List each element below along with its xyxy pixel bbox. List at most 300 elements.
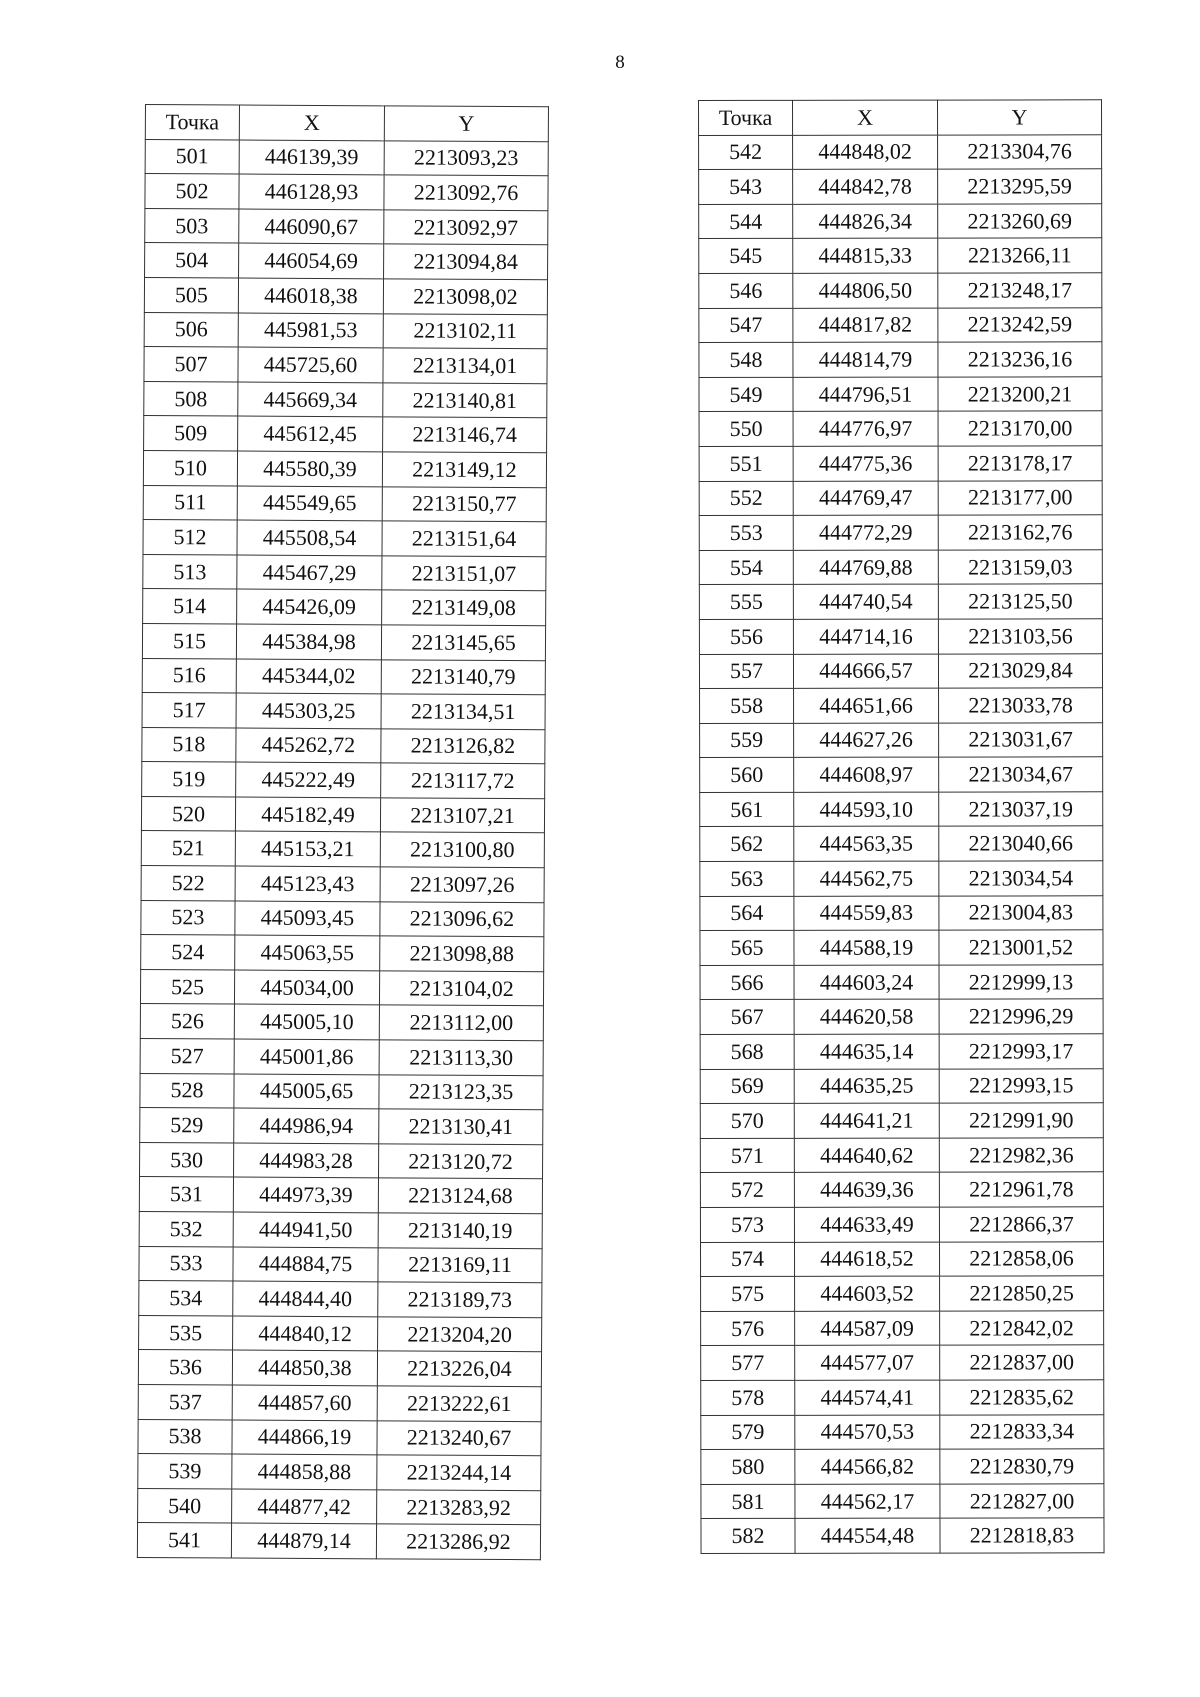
point-number-cell: 534 <box>139 1281 233 1316</box>
x-coordinate-cell: 444563,35 <box>794 827 939 862</box>
y-coordinate-cell: 2213093,23 <box>384 140 548 176</box>
table-row <box>144 347 547 384</box>
table-row <box>700 757 1103 792</box>
x-coordinate-cell: 445093,45 <box>235 901 380 936</box>
y-coordinate-cell: 2213266,11 <box>938 238 1102 273</box>
y-coordinate-cell: 2213097,26 <box>380 867 544 903</box>
table-row <box>140 1039 543 1076</box>
point-number-cell: 571 <box>700 1138 794 1173</box>
table-row <box>145 243 548 280</box>
y-coordinate-cell: 2213098,88 <box>380 936 544 972</box>
x-coordinate-cell: 444559,83 <box>794 896 939 931</box>
point-number-cell: 505 <box>144 277 238 312</box>
x-coordinate-cell: 444817,82 <box>793 308 938 343</box>
y-coordinate-cell: 2212837,00 <box>940 1345 1104 1380</box>
y-coordinate-cell: 2213151,64 <box>382 521 546 557</box>
y-coordinate-cell: 2213112,00 <box>379 1005 543 1041</box>
table-row <box>143 589 546 626</box>
x-coordinate-cell: 445153,21 <box>235 831 380 866</box>
point-number-cell: 576 <box>701 1311 795 1346</box>
point-number-cell: 582 <box>701 1519 795 1554</box>
y-coordinate-cell: 2213140,81 <box>383 383 547 419</box>
header-x: X <box>239 105 384 140</box>
y-coordinate-cell: 2212993,17 <box>939 1034 1103 1069</box>
table-row <box>699 515 1102 550</box>
table-row <box>700 1241 1103 1276</box>
point-number-cell: 535 <box>139 1315 233 1350</box>
table-row <box>145 174 548 211</box>
table-body-left <box>137 139 548 1560</box>
y-coordinate-cell: 2212827,00 <box>940 1484 1104 1519</box>
table-row <box>700 1207 1103 1242</box>
table-row <box>700 1103 1103 1138</box>
point-number-cell: 565 <box>700 931 794 966</box>
point-number-cell: 551 <box>699 446 793 481</box>
point-number-cell: 548 <box>699 342 793 377</box>
y-coordinate-cell: 2213113,30 <box>379 1040 543 1076</box>
table-row <box>701 1518 1104 1553</box>
table-header-row <box>699 100 1102 135</box>
x-coordinate-cell: 444618,52 <box>794 1242 939 1277</box>
point-number-cell: 539 <box>138 1454 232 1489</box>
x-coordinate-cell: 444635,14 <box>794 1034 939 1069</box>
point-number-cell: 512 <box>143 520 237 555</box>
x-coordinate-cell: 444587,09 <box>795 1311 940 1346</box>
y-coordinate-cell: 2213204,20 <box>378 1317 542 1353</box>
table-row <box>700 1034 1103 1069</box>
point-number-cell: 563 <box>700 861 794 896</box>
x-coordinate-cell: 445182,49 <box>235 797 380 832</box>
x-coordinate-cell: 444740,54 <box>793 584 938 619</box>
point-number-cell: 520 <box>141 796 235 831</box>
table-row <box>144 312 547 349</box>
table-row <box>699 411 1102 446</box>
x-coordinate-cell: 444588,19 <box>794 930 939 965</box>
x-coordinate-cell: 444806,50 <box>793 273 938 308</box>
point-number-cell: 522 <box>141 866 235 901</box>
table-row <box>140 1142 543 1179</box>
table-row <box>141 900 544 937</box>
x-coordinate-cell: 444666,57 <box>793 654 938 689</box>
x-coordinate-cell: 444866,19 <box>232 1420 377 1455</box>
y-coordinate-cell: 2213107,21 <box>380 798 544 834</box>
y-coordinate-cell: 2213033,78 <box>939 688 1103 723</box>
y-coordinate-cell: 2213260,69 <box>938 204 1102 239</box>
coordinates-table-right <box>698 99 1105 1554</box>
table-row <box>138 1350 541 1387</box>
y-coordinate-cell: 2213226,04 <box>377 1351 541 1387</box>
point-number-cell: 536 <box>138 1350 232 1385</box>
y-coordinate-cell: 2213034,67 <box>939 757 1103 792</box>
x-coordinate-cell: 444570,53 <box>795 1415 940 1450</box>
table-row <box>699 619 1102 654</box>
y-coordinate-cell: 2213283,92 <box>377 1490 541 1526</box>
table-row <box>138 1419 541 1456</box>
table-row <box>143 554 546 591</box>
point-number-cell: 517 <box>142 693 236 728</box>
y-coordinate-cell: 2213040,66 <box>939 826 1103 861</box>
y-coordinate-cell: 2212842,02 <box>940 1311 1104 1346</box>
y-coordinate-cell: 2212818,83 <box>940 1518 1104 1553</box>
table-row <box>144 416 547 453</box>
x-coordinate-cell: 444714,16 <box>793 619 938 654</box>
y-coordinate-cell: 2213120,72 <box>379 1144 543 1180</box>
x-coordinate-cell: 444772,29 <box>793 515 938 550</box>
y-coordinate-cell: 2213092,97 <box>384 210 548 246</box>
x-coordinate-cell: 444815,33 <box>793 238 938 273</box>
x-coordinate-cell: 445005,10 <box>234 1004 379 1039</box>
y-coordinate-cell: 2212850,25 <box>940 1276 1104 1311</box>
point-number-cell: 538 <box>138 1419 232 1454</box>
y-coordinate-cell: 2213125,50 <box>938 584 1102 619</box>
y-coordinate-cell: 2213189,73 <box>378 1282 542 1318</box>
x-coordinate-cell: 445344,02 <box>236 659 381 694</box>
point-number-cell: 561 <box>700 792 794 827</box>
y-coordinate-cell: 2213169,11 <box>378 1247 542 1283</box>
point-number-cell: 524 <box>141 935 235 970</box>
point-number-cell: 515 <box>142 623 236 658</box>
x-coordinate-cell: 445981,53 <box>238 313 383 348</box>
x-coordinate-cell: 444639,36 <box>794 1172 939 1207</box>
x-coordinate-cell: 445549,65 <box>237 486 382 521</box>
y-coordinate-cell: 2212866,37 <box>939 1207 1103 1242</box>
y-coordinate-cell: 2213286,92 <box>376 1524 540 1560</box>
y-coordinate-cell: 2212996,29 <box>939 999 1103 1034</box>
y-coordinate-cell: 2213100,80 <box>380 832 544 868</box>
x-coordinate-cell: 445580,39 <box>237 451 382 486</box>
point-number-cell: 537 <box>138 1384 232 1419</box>
point-number-cell: 560 <box>700 758 794 793</box>
point-number-cell: 555 <box>699 585 793 620</box>
x-coordinate-cell: 444566,82 <box>795 1449 940 1484</box>
x-coordinate-cell: 444848,02 <box>793 135 938 170</box>
point-number-cell: 532 <box>139 1211 233 1246</box>
point-number-cell: 544 <box>699 204 793 239</box>
table-row <box>699 446 1102 481</box>
x-coordinate-cell: 444879,14 <box>231 1523 376 1558</box>
point-number-cell: 578 <box>701 1380 795 1415</box>
table-row <box>700 1068 1103 1103</box>
point-number-cell: 516 <box>142 658 236 693</box>
x-coordinate-cell: 444562,17 <box>795 1484 940 1519</box>
table-row <box>699 342 1102 377</box>
table-row <box>700 965 1103 1000</box>
point-number-cell: 501 <box>145 139 239 174</box>
point-number-cell: 531 <box>139 1177 233 1212</box>
x-coordinate-cell: 445034,00 <box>234 970 379 1005</box>
table-row <box>699 307 1102 342</box>
table-row <box>701 1449 1104 1484</box>
x-coordinate-cell: 444842,78 <box>793 169 938 204</box>
x-coordinate-cell: 444986,94 <box>234 1108 379 1143</box>
table-row <box>140 1004 543 1041</box>
page-number: 8 <box>615 52 625 73</box>
header-point: Точка <box>699 100 793 135</box>
table-row <box>142 762 545 799</box>
x-coordinate-cell: 444574,41 <box>795 1380 940 1415</box>
y-coordinate-cell: 2213162,76 <box>938 515 1102 550</box>
x-coordinate-cell: 445005,65 <box>234 1074 379 1109</box>
table-row <box>143 520 546 557</box>
x-coordinate-cell: 444635,25 <box>794 1069 939 1104</box>
y-coordinate-cell: 2213103,56 <box>938 619 1102 654</box>
x-coordinate-cell: 444651,66 <box>794 688 939 723</box>
y-coordinate-cell: 2212999,13 <box>939 965 1103 1000</box>
table-row <box>142 727 545 764</box>
table-row <box>701 1380 1104 1415</box>
y-coordinate-cell: 2213092,76 <box>384 175 548 211</box>
table-row <box>699 273 1102 308</box>
x-coordinate-cell: 444633,49 <box>794 1207 939 1242</box>
y-coordinate-cell: 2213126,82 <box>381 729 545 765</box>
y-coordinate-cell: 2213034,54 <box>939 861 1103 896</box>
table-row <box>701 1345 1104 1380</box>
point-number-cell: 525 <box>140 969 234 1004</box>
table-row <box>138 1488 541 1525</box>
point-number-cell: 529 <box>140 1108 234 1143</box>
x-coordinate-cell: 446090,67 <box>239 209 384 244</box>
table-row <box>699 480 1102 515</box>
x-coordinate-cell: 444858,88 <box>232 1454 377 1489</box>
y-coordinate-cell: 2213244,14 <box>377 1455 541 1491</box>
point-number-cell: 504 <box>145 243 239 278</box>
point-number-cell: 547 <box>699 308 793 343</box>
x-coordinate-cell: 445222,49 <box>236 762 381 797</box>
point-number-cell: 573 <box>700 1207 794 1242</box>
x-coordinate-cell: 446128,93 <box>239 174 384 209</box>
point-number-cell: 519 <box>142 762 236 797</box>
table-row <box>141 796 544 833</box>
x-coordinate-cell: 444775,36 <box>793 446 938 481</box>
y-coordinate-cell: 2213170,00 <box>938 411 1102 446</box>
table-row <box>699 169 1102 204</box>
x-coordinate-cell: 444627,26 <box>794 723 939 758</box>
header-y: Y <box>384 106 548 142</box>
y-coordinate-cell: 2212833,34 <box>940 1414 1104 1449</box>
y-coordinate-cell: 2212835,62 <box>940 1380 1104 1415</box>
point-number-cell: 543 <box>699 170 793 205</box>
point-number-cell: 550 <box>699 412 793 447</box>
point-number-cell: 552 <box>699 481 793 516</box>
table-row <box>144 381 547 418</box>
header-point: Точка <box>145 105 239 140</box>
x-coordinate-cell: 445123,43 <box>235 866 380 901</box>
y-coordinate-cell: 2213295,59 <box>938 169 1102 204</box>
point-number-cell: 521 <box>141 831 235 866</box>
table-row <box>700 1172 1103 1207</box>
table-row <box>141 831 544 868</box>
table-row <box>140 1073 543 1110</box>
point-number-cell: 502 <box>145 174 239 209</box>
y-coordinate-cell: 2213149,12 <box>382 452 546 488</box>
y-coordinate-cell: 2213146,74 <box>383 417 547 453</box>
point-number-cell: 508 <box>144 381 238 416</box>
x-coordinate-cell: 444641,21 <box>794 1103 939 1138</box>
y-coordinate-cell: 2213001,52 <box>939 930 1103 965</box>
table-body-right <box>699 134 1104 1553</box>
y-coordinate-cell: 2213117,72 <box>381 763 545 799</box>
table-row <box>143 450 546 487</box>
header-x: X <box>793 100 938 135</box>
x-coordinate-cell: 444840,12 <box>233 1316 378 1351</box>
point-number-cell: 506 <box>144 312 238 347</box>
y-coordinate-cell: 2213134,51 <box>381 694 545 730</box>
table-row <box>139 1281 542 1318</box>
y-coordinate-cell: 2213130,41 <box>379 1109 543 1145</box>
point-number-cell: 507 <box>144 347 238 382</box>
point-number-cell: 556 <box>699 619 793 654</box>
table-row <box>139 1315 542 1352</box>
x-coordinate-cell: 446139,39 <box>239 140 384 175</box>
point-number-cell: 554 <box>699 550 793 585</box>
table-row <box>700 688 1103 723</box>
table-row <box>143 485 546 522</box>
point-number-cell: 514 <box>143 589 237 624</box>
table-row <box>700 792 1103 827</box>
point-number-cell: 545 <box>699 239 793 274</box>
x-coordinate-cell: 446054,69 <box>239 243 384 278</box>
x-coordinate-cell: 444603,52 <box>795 1276 940 1311</box>
x-coordinate-cell: 444796,51 <box>793 377 938 412</box>
point-number-cell: 574 <box>700 1242 794 1277</box>
y-coordinate-cell: 2213178,17 <box>938 446 1102 481</box>
table-row <box>137 1523 540 1560</box>
point-number-cell: 513 <box>143 554 237 589</box>
x-coordinate-cell: 445426,09 <box>237 589 382 624</box>
table-row <box>700 930 1103 965</box>
table-row <box>701 1311 1104 1346</box>
point-number-cell: 581 <box>701 1484 795 1519</box>
x-coordinate-cell: 445303,25 <box>236 693 381 728</box>
x-coordinate-cell: 444983,28 <box>234 1143 379 1178</box>
y-coordinate-cell: 2213096,62 <box>380 901 544 937</box>
x-coordinate-cell: 444769,88 <box>793 550 938 585</box>
table-row <box>142 623 545 660</box>
point-number-cell: 527 <box>140 1039 234 1074</box>
table-header-row <box>145 105 548 142</box>
y-coordinate-cell: 2213140,79 <box>381 659 545 695</box>
x-coordinate-cell: 444814,79 <box>793 342 938 377</box>
header-y: Y <box>938 100 1102 135</box>
x-coordinate-cell: 444884,75 <box>233 1247 378 1282</box>
x-coordinate-cell: 444608,97 <box>794 757 939 792</box>
y-coordinate-cell: 2213094,84 <box>384 244 548 280</box>
x-coordinate-cell: 444850,38 <box>232 1350 377 1385</box>
point-number-cell: 572 <box>700 1173 794 1208</box>
x-coordinate-cell: 444620,58 <box>794 1000 939 1035</box>
table-row <box>701 1484 1104 1519</box>
x-coordinate-cell: 445467,29 <box>237 555 382 590</box>
y-coordinate-cell: 2213200,21 <box>938 377 1102 412</box>
y-coordinate-cell: 2213242,59 <box>938 307 1102 342</box>
point-number-cell: 526 <box>140 1004 234 1039</box>
x-coordinate-cell: 444844,40 <box>233 1281 378 1316</box>
point-number-cell: 509 <box>144 416 238 451</box>
table-row <box>139 1211 542 1248</box>
y-coordinate-cell: 2213029,84 <box>938 653 1102 688</box>
point-number-cell: 510 <box>143 450 237 485</box>
point-number-cell: 546 <box>699 273 793 308</box>
point-number-cell: 577 <box>701 1346 795 1381</box>
point-number-cell: 567 <box>700 1000 794 1035</box>
point-number-cell: 579 <box>701 1415 795 1450</box>
x-coordinate-cell: 444776,97 <box>793 411 938 446</box>
y-coordinate-cell: 2212830,79 <box>940 1449 1104 1484</box>
point-number-cell: 562 <box>700 827 794 862</box>
table-row <box>699 584 1102 619</box>
x-coordinate-cell: 444562,75 <box>794 861 939 896</box>
point-number-cell: 575 <box>701 1277 795 1312</box>
x-coordinate-cell: 444577,07 <box>795 1345 940 1380</box>
table-row <box>700 999 1103 1034</box>
table-row <box>139 1246 542 1283</box>
x-coordinate-cell: 444877,42 <box>232 1489 377 1524</box>
y-coordinate-cell: 2213140,19 <box>378 1213 542 1249</box>
x-coordinate-cell: 444593,10 <box>794 792 939 827</box>
table-row <box>700 895 1103 930</box>
table-row <box>700 1138 1103 1173</box>
point-number-cell: 557 <box>699 654 793 689</box>
table-row <box>139 1177 542 1214</box>
y-coordinate-cell: 2212991,90 <box>939 1103 1103 1138</box>
x-coordinate-cell: 445001,86 <box>234 1039 379 1074</box>
table-row <box>700 861 1103 896</box>
point-number-cell: 569 <box>700 1069 794 1104</box>
point-number-cell: 542 <box>699 135 793 170</box>
table-row <box>144 277 547 314</box>
x-coordinate-cell: 444769,47 <box>793 481 938 516</box>
x-coordinate-cell: 444554,48 <box>795 1518 940 1553</box>
y-coordinate-cell: 2213004,83 <box>939 895 1103 930</box>
y-coordinate-cell: 2212993,15 <box>939 1068 1103 1103</box>
x-coordinate-cell: 444941,50 <box>233 1212 378 1247</box>
x-coordinate-cell: 445725,60 <box>238 347 383 382</box>
x-coordinate-cell: 444603,24 <box>794 965 939 1000</box>
y-coordinate-cell: 2213222,61 <box>377 1386 541 1422</box>
point-number-cell: 558 <box>700 688 794 723</box>
table-row <box>700 722 1103 757</box>
y-coordinate-cell: 2213304,76 <box>938 134 1102 169</box>
table-row <box>699 653 1102 688</box>
table-row <box>700 826 1103 861</box>
table-row <box>142 658 545 695</box>
point-number-cell: 568 <box>700 1034 794 1069</box>
point-number-cell: 549 <box>699 377 793 412</box>
y-coordinate-cell: 2213145,65 <box>381 625 545 661</box>
table-row <box>138 1384 541 1421</box>
table-row <box>141 866 544 903</box>
point-number-cell: 566 <box>700 965 794 1000</box>
table-row <box>699 134 1102 169</box>
x-coordinate-cell: 444973,39 <box>233 1177 378 1212</box>
x-coordinate-cell: 444857,60 <box>232 1385 377 1420</box>
y-coordinate-cell: 2212961,78 <box>939 1172 1103 1207</box>
point-number-cell: 564 <box>700 896 794 931</box>
y-coordinate-cell: 2213102,11 <box>383 313 547 349</box>
y-coordinate-cell: 2213248,17 <box>938 273 1102 308</box>
y-coordinate-cell: 2213098,02 <box>383 279 547 315</box>
x-coordinate-cell: 446018,38 <box>238 278 383 313</box>
table-row <box>141 935 544 972</box>
y-coordinate-cell: 2213104,02 <box>379 971 543 1007</box>
y-coordinate-cell: 2213134,01 <box>383 348 547 384</box>
table-row <box>138 1454 541 1491</box>
table-row <box>142 693 545 730</box>
point-number-cell: 533 <box>139 1246 233 1281</box>
table-row <box>145 208 548 245</box>
y-coordinate-cell: 2213159,03 <box>938 550 1102 585</box>
y-coordinate-cell: 2213236,16 <box>938 342 1102 377</box>
